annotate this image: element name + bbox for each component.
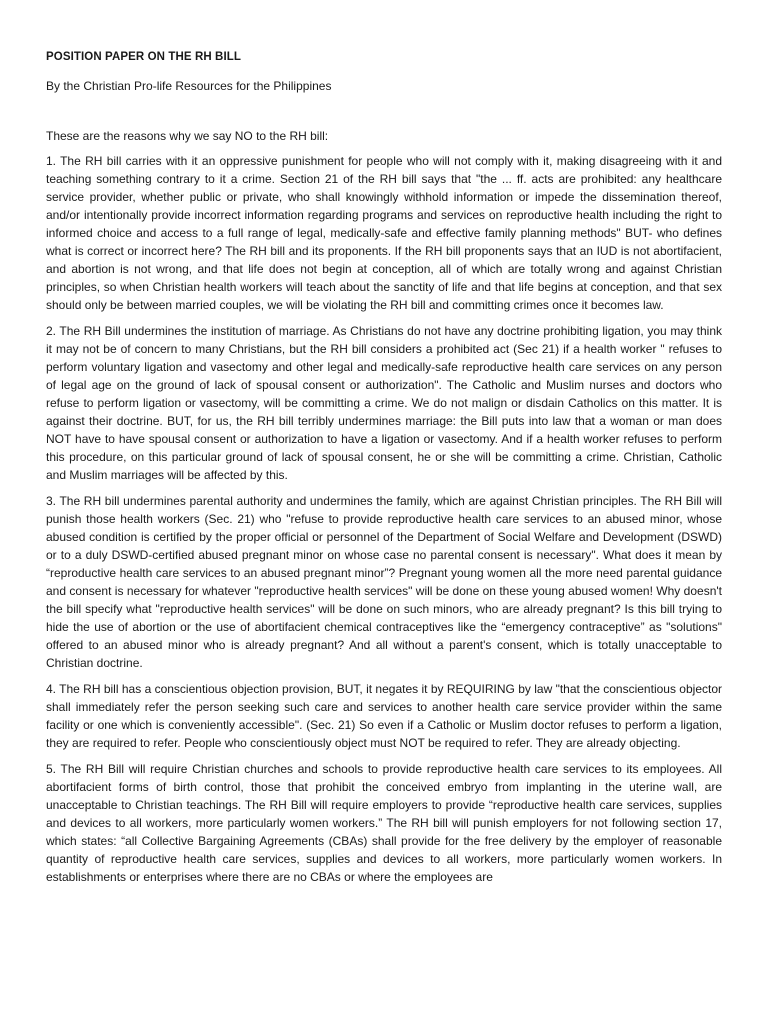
document-byline: By the Christian Pro-life Resources for the Philippines (46, 79, 332, 93)
document-page (46, 48, 722, 1024)
paragraph-5: 5. The RH Bill will require Christian churches and schools to provide reproductive health care services to its employees. All abortifacient forms of birth control, those that prohibit the conceived embryo from implanting in the uterine wall, are unacceptable to Christian teachings. The RH Bill will require employers to provide “reproductive health care services, supplies and devices to all workers, more particularly women workers.” The RH bill will punish employers for not following section 17, which states: “all Collective Bargaining Agreements (CBAs) shall provide for the free delivery by the employer of reasonable quantity of reproductive health care services, supplies and devices to all workers, more particularly women workers. In establishments or enterprises where there are no CBAs or where the employees are (46, 762, 722, 884)
document-title: POSITION PAPER ON THE RH BILL (46, 51, 242, 63)
paragraph-4: 4. The RH bill has a conscientious objection provision, BUT, it negates it by REQUIRING by law "that the conscientious objector shall immediately refer the person seeking such care and services to another health care service provider within the same facility or one which is conveniently accessible". (Sec. 21) So even if a Catholic or Muslim doctor refuses to perform a ligation, they are required to refer. People who conscientiously object must NOT be required to refer. They are already objecting. (46, 682, 722, 750)
document-intro: These are the reasons why we say NO to the RH bill: (46, 129, 329, 143)
paragraph-3: 3. The RH bill undermines parental authority and undermines the family, which are against Christian principles. The RH Bill will punish those health workers (Sec. 21) who "refuse to provide reproductive health care services to an abused minor, whose abused condition is certified by the proper official or personnel of the Department of Social Welfare and Development (DSWD) or to a duly DSWD-certified abused pregnant minor on whose case no parental consent is necessary". What does it mean by “reproductive health care services to an abused pregnant minor”? Pregnant young women all the more need parental guidance and consent is necessary for whatever "reproductive health services" will be done on these young abused women! Why doesn't the bill specify what "reproductive health services" will be done on such minors, who are already pregnant? Is this bill trying to hide the use of abortion or the use of abortifacient chemical contraceptives like the “emergency contraceptive” as "solutions" offered to an abused minor who is already pregnant? And all without a parent's consent, which is totally unacceptable to Christian doctrine. (46, 494, 722, 670)
paragraph-2: 2. The RH Bill undermines the institution of marriage. As Christians do not have any doctrine prohibiting ligation, you may think it may not be of concern to many Christians, but the RH bill considers a prohibited act (Sec 21) if a health worker " refuses to perform voluntary ligation and vasectomy and other legal and medically-safe reproductive health care services on any person of legal age on the ground of lack of spousal consent or authorization". The Catholic and Muslim nurses and doctors who refuse to perform ligation or vasectomy, will be committing a crime. We do not malign or disdain Catholics on this matter. It is against their doctrine. BUT, for us, the RH bill terribly undermines marriage: the Bill puts into law that a woman or man does NOT have to have spousal consent or authorization to have a ligation or vasectomy. And if a health worker refuses to perform this procedure, on this particular ground of lack of spousal consent, he or she will be committing a crime. Christian, Catholic and Muslim marriages will be affected by this. (46, 324, 722, 482)
paragraph-1: 1. The RH bill carries with it an oppressive punishment for people who will not comply with it, making disagreeing with it and teaching something contrary to it a crime. Section 21 of the RH bill says that "the ... ff. acts are prohibited: any healthcare service provider, whether public or private, who shall knowingly withhold information or impede the dissemination thereof, and/or intentionally provide incorrect information regarding programs and services on reproductive health including the right to informed choice and access to a full range of legal, medically-safe and effective family planning methods" BUT- who defines what is correct or incorrect here? The RH bill and its proponents. If the RH bill proponents says that an IUD is not abortifacient, and abortion is not wrong, and that life does not begin at conception, all of which are totally wrong and against Christian principles, so when Christian health workers will teach about the sanctity of life and that life begins at conception, and that sex should only be between married couples, we will be violating the RH bill and committing crimes once it becomes law. (46, 154, 722, 312)
